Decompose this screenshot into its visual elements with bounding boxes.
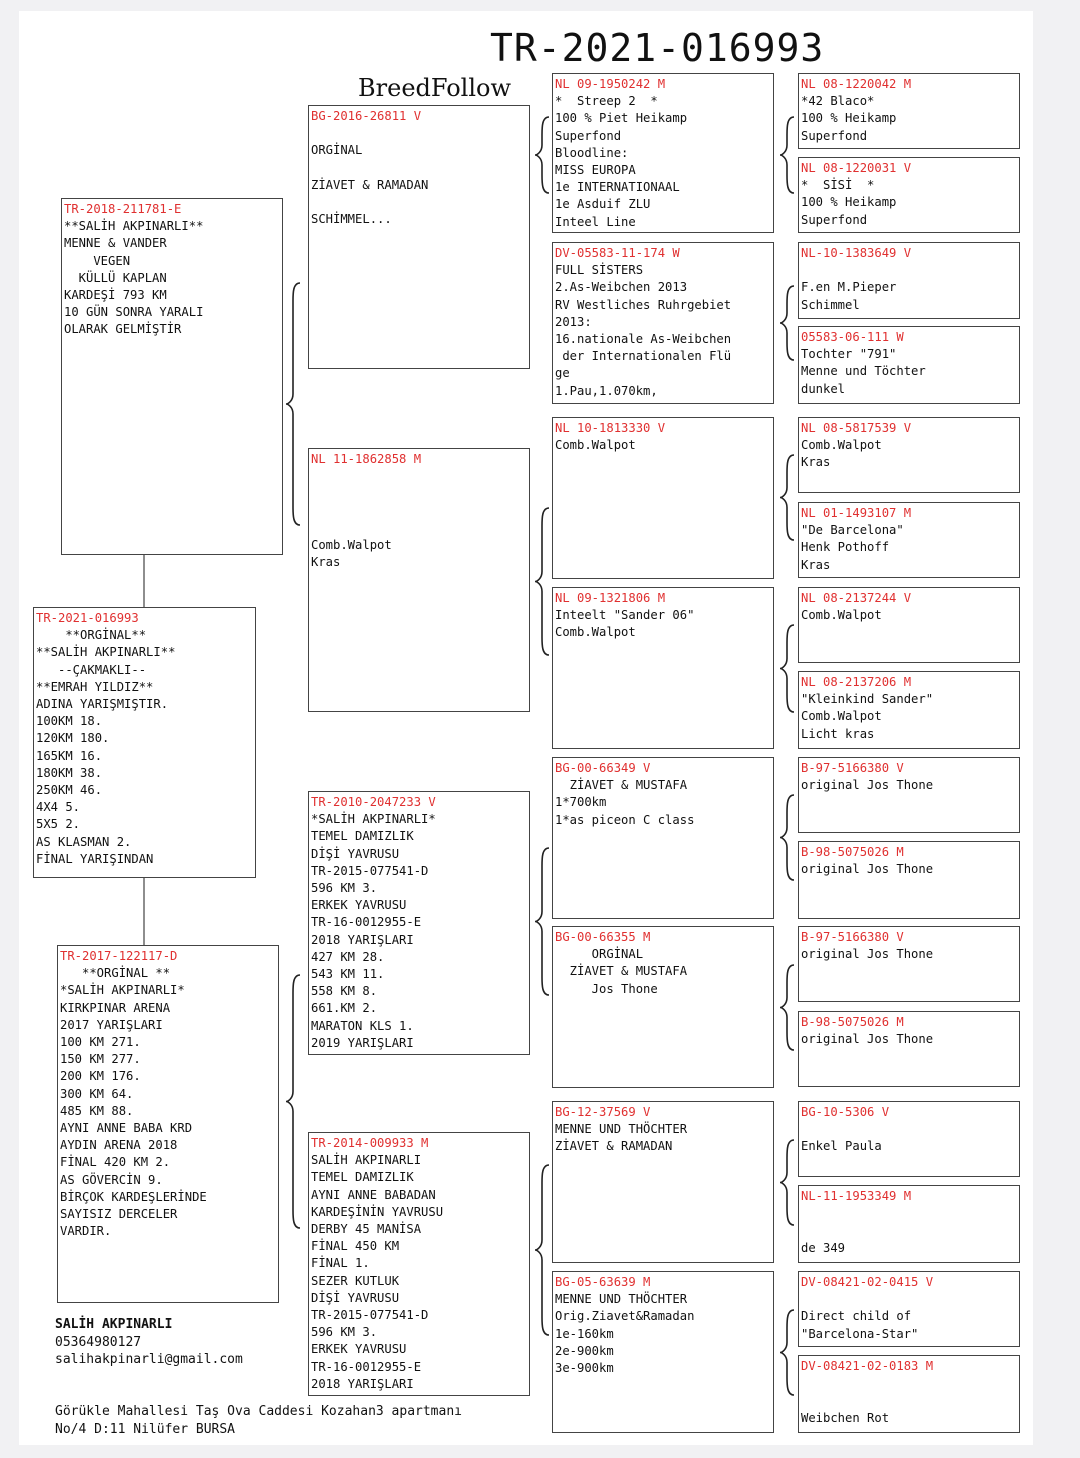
bird-notes <box>555 262 771 400</box>
ring-number: NL 08-2137244 V <box>801 591 912 605</box>
note-line: 485 KM 88. <box>60 1103 134 1118</box>
note-line: MENNE UND THÖCHTER <box>555 1122 688 1137</box>
owner-name: SALİH AKPINARLI <box>55 1317 173 1332</box>
note-line: KÜLLÜ KAPLAN <box>64 270 167 285</box>
ring-number: DV-08421-02-0415 V <box>801 1275 934 1289</box>
note-line: TEMEL DAMIZLIK <box>311 829 414 844</box>
note-line <box>801 1205 1017 1222</box>
note-line: 100 KM 271. <box>60 1035 141 1050</box>
bird-notes <box>801 1205 1017 1257</box>
note-line: 100 % Heikamp <box>801 195 897 210</box>
note-line: Tochter "791" <box>801 347 897 362</box>
bird-notes <box>64 218 280 338</box>
note-line: MENNE & VANDER <box>64 236 167 251</box>
note-line: --ÇAKMAKLI-- <box>36 662 147 677</box>
note-line <box>311 125 527 142</box>
note-line: KIRKPINAR ARENA <box>60 1000 171 1015</box>
ring-number: NL 10-1813330 V <box>555 421 666 435</box>
note-line: 2017 YARIŞLARI <box>60 1017 163 1032</box>
note-line: Kras <box>801 557 831 572</box>
note-line: *SALİH AKPINARLI* <box>60 983 185 998</box>
note-line: Enkel Paula <box>801 1139 882 1154</box>
ring-number: NL 11-1862858 M <box>311 452 422 466</box>
note-line: Weibchen Rot <box>801 1410 890 1425</box>
note-line: 4X4 5. <box>36 800 81 815</box>
ring-number: B-97-5166380 V <box>801 761 904 775</box>
note-line: 16.nationale As-Weibchen <box>555 332 732 347</box>
pedigree-box <box>552 417 774 579</box>
note-line: RV Westliches Ruhrgebiet <box>555 297 732 312</box>
bird-notes <box>801 607 1017 624</box>
bird-notes <box>555 607 771 641</box>
note-line: Orig.Ziavet&Ramadan <box>555 1309 695 1324</box>
note-line: AYNI ANNE BABA KRD <box>60 1121 193 1136</box>
note-line: 1e-160km <box>555 1326 614 1341</box>
bird-notes <box>555 946 771 998</box>
note-line: AYDIN ARENA 2018 <box>60 1138 178 1153</box>
pedigree-box <box>798 1271 1020 1347</box>
note-line: Comb.Walpot <box>555 438 636 453</box>
note-line: KARDEŞİ 793 KM <box>64 288 167 303</box>
note-line: 180KM 38. <box>36 765 103 780</box>
note-line: 558 KM 8. <box>311 984 378 999</box>
pedigree-box <box>798 1101 1020 1177</box>
note-line: Schimmel <box>801 297 860 312</box>
bird-notes <box>801 437 1017 471</box>
note-line: AS KLASMAN 2. <box>36 834 132 849</box>
bird-notes <box>311 811 527 1052</box>
pedigree-box <box>798 1011 1020 1087</box>
note-line: 2019 YARIŞLARI <box>311 1035 414 1050</box>
note-line: der Internationalen Flü <box>555 349 732 364</box>
ring-number: TR-2021-016993 <box>36 611 139 625</box>
bird-notes <box>801 1121 1017 1155</box>
note-line <box>801 1222 1017 1239</box>
ring-number: TR-2014-009933 M <box>311 1136 429 1150</box>
note-line <box>801 1375 1017 1392</box>
note-line: FİNAL 450 KM <box>311 1239 400 1254</box>
note-line: 150 KM 277. <box>60 1052 141 1067</box>
note-line <box>311 503 527 520</box>
ring-number: BG-00-66349 V <box>555 761 651 775</box>
pedigree-box <box>798 757 1020 833</box>
note-line: **ORGİNAL ** <box>60 966 171 981</box>
note-line: ge <box>555 366 570 381</box>
pedigree-box <box>798 671 1020 749</box>
note-line: *42 Blaco* <box>801 94 875 109</box>
bird-notes <box>555 1121 771 1155</box>
note-line: AS GÖVERCİN 9. <box>60 1172 163 1187</box>
bird-notes <box>555 777 771 829</box>
pedigree-box <box>798 926 1020 1002</box>
note-line: FİNAL 1. <box>311 1256 370 1271</box>
note-line: TR-2015-077541-D <box>311 863 429 878</box>
ring-number: DV-08421-02-0183 M <box>801 1359 934 1373</box>
ring-number: B-98-5075026 M <box>801 845 904 859</box>
bird-notes <box>801 946 1017 963</box>
note-line: *SALİH AKPINARLI* <box>311 812 436 827</box>
note-line: Henk Pothoff <box>801 540 890 555</box>
note-line: 10 GÜN SONRA YARALI <box>64 305 204 320</box>
note-line: original Jos Thone <box>801 778 934 793</box>
note-line <box>311 468 527 485</box>
note-line: Kras <box>801 455 831 470</box>
note-line: ADINA YARIŞMIŞTIR. <box>36 697 169 712</box>
bird-notes <box>36 627 253 868</box>
pedigree-box <box>552 926 774 1088</box>
pedigree-box <box>798 242 1020 319</box>
note-line: DİŞİ YAVRUSU <box>311 846 400 861</box>
ring-number: NL 08-2137206 M <box>801 675 912 689</box>
note-line: FİNAL YARIŞINDAN <box>36 851 154 866</box>
note-line: F.en M.Pieper <box>801 280 897 295</box>
note-line: de 349 <box>801 1240 846 1255</box>
ring-number: TR-2018-211781-E <box>64 202 182 216</box>
pedigree-box <box>798 841 1020 919</box>
note-line: 1.Pau,1.070km, <box>555 383 658 398</box>
note-line: Superfond <box>801 128 868 143</box>
pedigree-box <box>308 105 530 369</box>
pedigree-box <box>552 1101 774 1263</box>
pedigree-box <box>552 757 774 919</box>
note-line: ORGİNAL <box>311 143 363 158</box>
note-line: 120KM 180. <box>36 731 110 746</box>
note-line: ERKEK YAVRUSU <box>311 898 407 913</box>
note-line: TR-2015-077541-D <box>311 1308 429 1323</box>
bird-notes <box>311 468 527 571</box>
brand-logo-text: BreedFollow <box>358 74 512 102</box>
bird-notes <box>801 522 1017 574</box>
note-line: ZİAVET & MUSTAFA <box>555 964 688 979</box>
note-line: Licht kras <box>801 726 875 741</box>
note-line: 1e Asduif ZLU <box>555 197 651 212</box>
note-line: TR-16-0012955-E <box>311 1359 422 1374</box>
pedigree-box <box>552 242 774 404</box>
pedigree-box <box>798 502 1020 578</box>
bird-notes <box>801 93 1017 145</box>
note-line: 661.KM 2. <box>311 1001 378 1016</box>
note-line: ZİAVET & RAMADAN <box>311 177 429 192</box>
ring-number: 05583-06-111 W <box>801 330 904 344</box>
note-line: Jos Thone <box>555 981 658 996</box>
note-line: MISS EUROPA <box>555 163 636 178</box>
ring-number: BG-10-5306 V <box>801 1105 890 1119</box>
note-line <box>311 194 527 211</box>
pedigree-title: TR-2021-016993 <box>490 26 825 70</box>
note-line: original Jos Thone <box>801 947 934 962</box>
bird-notes <box>801 346 1017 398</box>
note-line: VEGEN <box>64 253 131 268</box>
bird-notes <box>801 262 1017 314</box>
note-line: 2018 YARIŞLARI <box>311 932 414 947</box>
ring-number: BG-00-66355 M <box>555 930 651 944</box>
note-line: original Jos Thone <box>801 1032 934 1047</box>
note-line: **ORGİNAL** <box>36 628 147 643</box>
note-line: 1*as piceon C class <box>555 812 695 827</box>
note-line: ORGİNAL <box>555 947 644 962</box>
owner-email: salihakpinarli@gmail.com <box>55 1352 243 1367</box>
note-line: "Kleinkind Sander" <box>801 692 934 707</box>
note-line: BİRÇOK KARDEŞLERİNDE <box>60 1189 207 1204</box>
note-line: OLARAK GELMİŞTİR <box>64 322 182 337</box>
pedigree-box <box>552 1271 774 1433</box>
note-line: 2013: <box>555 314 592 329</box>
note-line: Comb.Walpot <box>311 537 392 552</box>
pedigree-box <box>33 607 256 878</box>
note-line <box>311 160 527 177</box>
note-line: **EMRAH YILDIZ** <box>36 679 154 694</box>
ring-number: TR-2010-2047233 V <box>311 795 436 809</box>
note-line: 100KM 18. <box>36 714 103 729</box>
note-line: 543 KM 11. <box>311 967 385 982</box>
ring-number: B-98-5075026 M <box>801 1015 904 1029</box>
note-line <box>801 262 1017 279</box>
note-line: DERBY 45 MANİSA <box>311 1222 422 1237</box>
note-line: SAYISIZ DERCELER <box>60 1207 178 1222</box>
note-line: 5X5 2. <box>36 817 81 832</box>
owner-contact <box>55 1316 243 1369</box>
note-line: 596 KM 3. <box>311 881 378 896</box>
note-line: **SALİH AKPINARLI** <box>64 219 204 234</box>
ring-number: BG-2016-26811 V <box>311 109 422 123</box>
ring-number: NL 08-1220031 V <box>801 161 912 175</box>
note-line <box>801 1291 1017 1308</box>
ring-number: NL 01-1493107 M <box>801 506 912 520</box>
bird-notes <box>555 1291 771 1377</box>
ring-number: NL 08-5817539 V <box>801 421 912 435</box>
note-line <box>311 485 527 502</box>
note-line: Comb.Walpot <box>555 625 636 640</box>
note-line: 3e-900km <box>555 1361 614 1376</box>
bird-notes <box>801 1031 1017 1048</box>
note-line: SALİH AKPINARLI <box>311 1153 422 1168</box>
note-line <box>801 1121 1017 1138</box>
bird-notes <box>801 1375 1017 1427</box>
owner-address: Görükle Mahallesi Taş Ova Caddesi Kozahan3 apartmanı No/4 D:11 Nilüfer BURSA <box>55 1404 462 1437</box>
note-line: SCHİMMEL... <box>311 212 392 227</box>
note-line: Bloodline: <box>555 145 629 160</box>
note-line: ERKEK YAVRUSU <box>311 1342 407 1357</box>
note-line: 1*700km <box>555 795 607 810</box>
ring-number: BG-12-37569 V <box>555 1105 651 1119</box>
note-line: 250KM 46. <box>36 783 103 798</box>
bird-notes <box>801 691 1017 743</box>
ring-number: NL 08-1220042 M <box>801 77 912 91</box>
note-line: Superfond <box>801 212 868 227</box>
note-line: TR-16-0012955-E <box>311 915 422 930</box>
note-line: Direct child of <box>801 1309 912 1324</box>
note-line: KARDEŞİNİN YAVRUSU <box>311 1204 444 1219</box>
bird-notes <box>311 1152 527 1393</box>
note-line: original Jos Thone <box>801 862 934 877</box>
note-line: Comb.Walpot <box>801 608 882 623</box>
note-line: **SALİH AKPINARLI** <box>36 645 176 660</box>
ring-number: DV-05583-11-174 W <box>555 246 680 260</box>
pedigree-box <box>798 587 1020 663</box>
ring-number: BG-05-63639 M <box>555 1275 651 1289</box>
note-line: "De Barcelona" <box>801 523 904 538</box>
note-line: AYNI ANNE BABADAN <box>311 1187 436 1202</box>
note-line: 165KM 16. <box>36 748 103 763</box>
note-line: 100 % Piet Heikamp <box>555 111 688 126</box>
note-line: Inteelt "Sander 06" <box>555 608 695 623</box>
note-line: * Streep 2 * <box>555 94 658 109</box>
pedigree-box <box>552 73 774 233</box>
bird-notes <box>801 177 1017 229</box>
note-line: 2e-900km <box>555 1343 614 1358</box>
pedigree-box <box>308 791 530 1055</box>
bird-notes <box>801 777 1017 794</box>
ring-number: NL-11-1953349 M <box>801 1189 912 1203</box>
note-line: MARATON KLS 1. <box>311 1018 414 1033</box>
note-line: TEMEL DAMIZLIK <box>311 1170 414 1185</box>
note-line: Comb.Walpot <box>801 709 882 724</box>
note-line: 300 KM 64. <box>60 1086 134 1101</box>
note-line: 2.As-Weibchen 2013 <box>555 280 688 295</box>
note-line: Comb.Walpot <box>801 438 882 453</box>
bird-notes <box>555 93 771 231</box>
bird-notes <box>801 861 1017 878</box>
pedigree-box <box>308 448 530 712</box>
ring-number: NL 09-1950242 M <box>555 77 666 91</box>
note-line: "Barcelona-Star" <box>801 1326 919 1341</box>
pedigree-box <box>798 1355 1020 1433</box>
note-line <box>311 520 527 537</box>
note-line: ZİAVET & MUSTAFA <box>555 778 688 793</box>
ring-number: NL 09-1321806 M <box>555 591 666 605</box>
note-line: ZİAVET & RAMADAN <box>555 1139 673 1154</box>
note-line: 100 % Heikamp <box>801 111 897 126</box>
note-line: Inteel Line <box>555 214 636 229</box>
pedigree-box <box>798 73 1020 149</box>
note-line: MENNE UND THÖCHTER <box>555 1292 688 1307</box>
note-line: FİNAL 420 KM 2. <box>60 1155 171 1170</box>
pedigree-box <box>57 945 279 1303</box>
note-line <box>801 1392 1017 1409</box>
ring-number: NL-10-1383649 V <box>801 246 912 260</box>
ring-number: TR-2017-122117-D <box>60 949 178 963</box>
pedigree-box <box>308 1132 530 1396</box>
note-line: DİŞİ YAVRUSU <box>311 1290 400 1305</box>
bird-notes <box>311 125 527 228</box>
note-line: VARDIR. <box>60 1224 112 1239</box>
note-line: dunkel <box>801 381 846 396</box>
pedigree-box <box>798 326 1020 404</box>
pedigree-box <box>552 587 774 749</box>
note-line: Menne und Töchter <box>801 364 926 379</box>
ring-number: B-97-5166380 V <box>801 930 904 944</box>
note-line: * SİSİ * <box>801 178 875 193</box>
note-line: 1e INTERNATIONAAL <box>555 180 680 195</box>
note-line: FULL SİSTERS <box>555 263 644 278</box>
note-line: 427 KM 28. <box>311 949 385 964</box>
note-line: 2018 YARIŞLARI <box>311 1376 414 1391</box>
pedigree-box <box>798 157 1020 233</box>
pedigree-box <box>798 417 1020 493</box>
note-line: 200 KM 176. <box>60 1069 141 1084</box>
owner-phone: 05364980127 <box>55 1334 142 1350</box>
pedigree-box <box>61 198 283 555</box>
note-line: SEZER KUTLUK <box>311 1273 400 1288</box>
bird-notes <box>60 965 276 1240</box>
bird-notes <box>555 437 771 454</box>
note-line: Kras <box>311 555 341 570</box>
note-line: 596 KM 3. <box>311 1325 378 1340</box>
note-line: Superfond <box>555 128 622 143</box>
pedigree-box <box>798 1185 1020 1263</box>
bird-notes <box>801 1291 1017 1343</box>
